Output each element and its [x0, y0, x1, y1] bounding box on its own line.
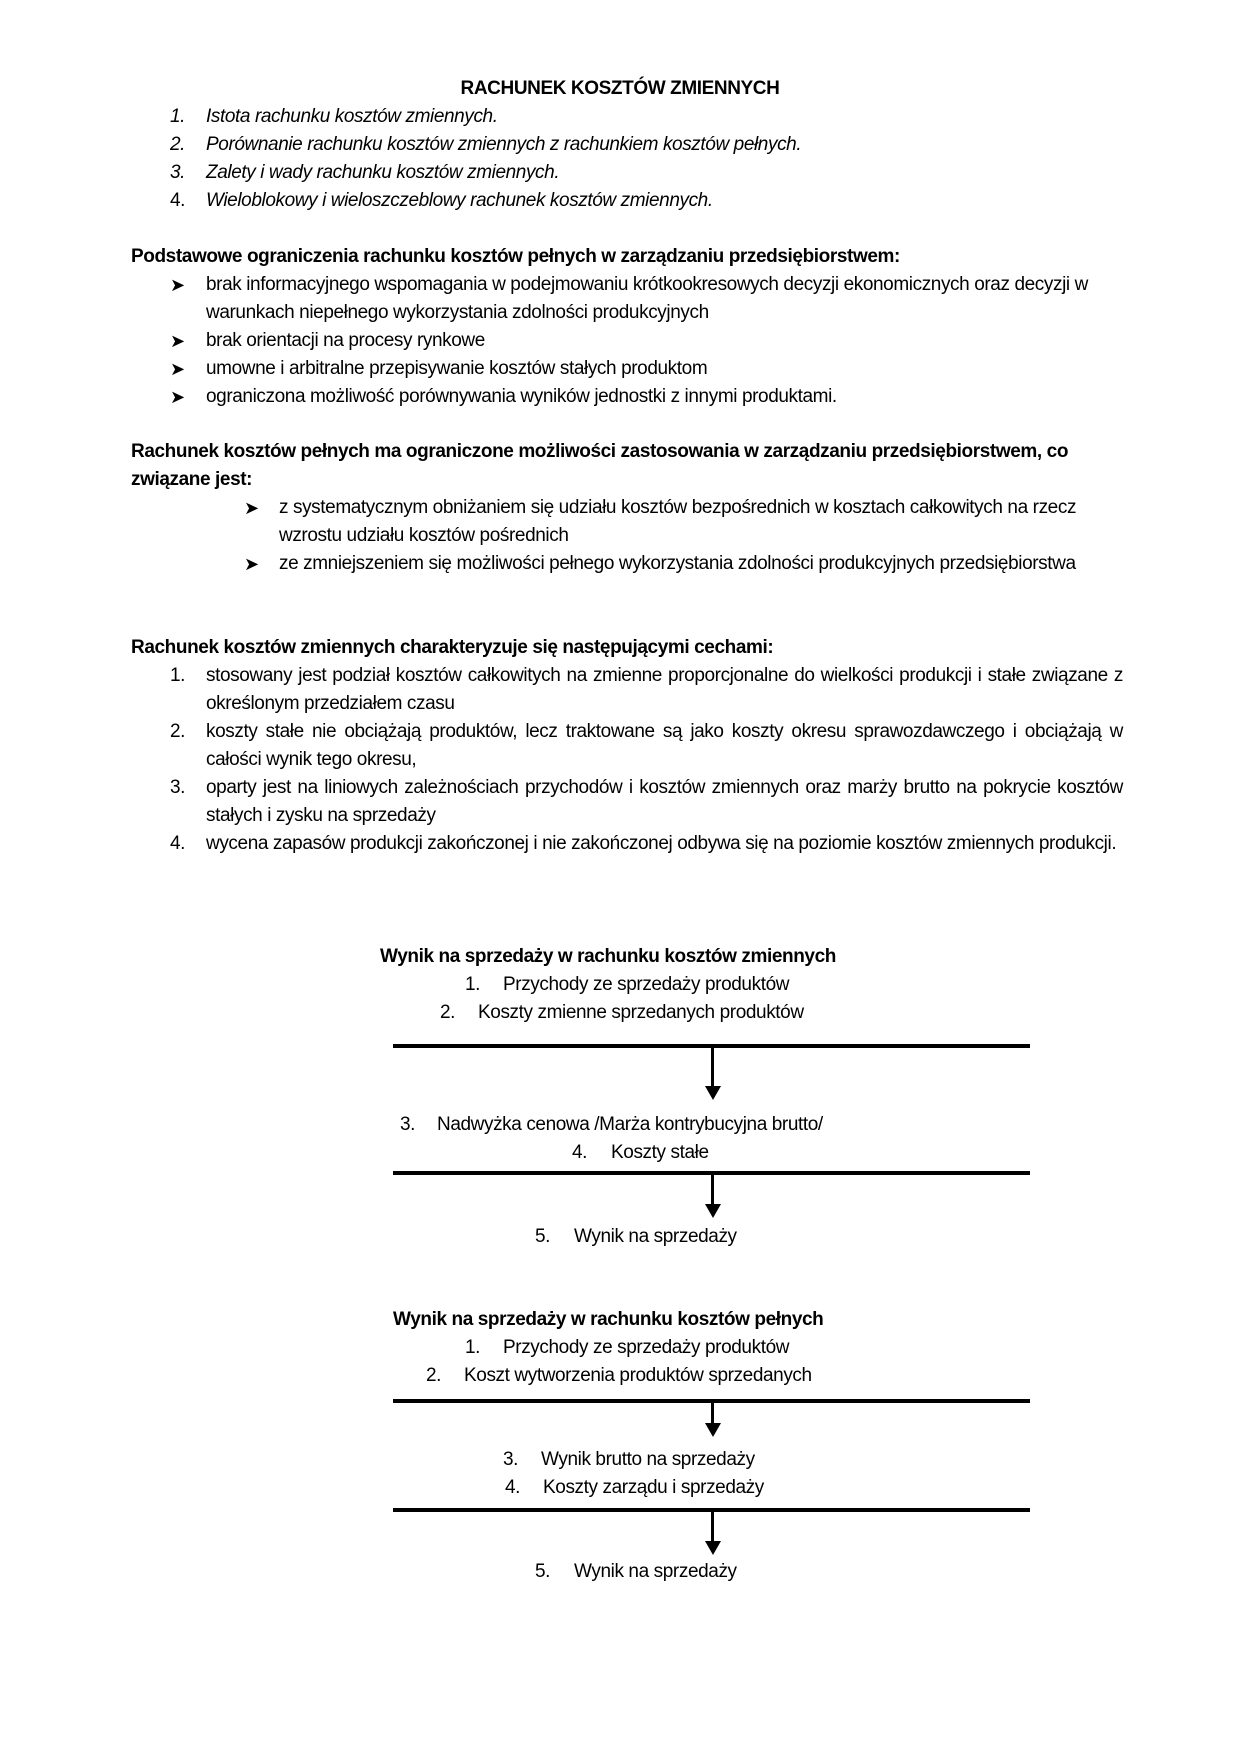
step-text: Koszty zmienne sprzedanych produktów: [478, 1002, 804, 1023]
step-number: 3.: [503, 1449, 519, 1470]
arrow-shaft: [711, 1510, 714, 1542]
arrow-shaft: [711, 1401, 714, 1425]
arrow-down-icon: [705, 1541, 721, 1555]
arrow-bullet-icon: ➤: [244, 498, 259, 518]
step-text: Koszty zarządu i sprzedaży: [543, 1477, 764, 1498]
topic-text: Porównanie rachunku kosztów zmiennych z rachunkiem kosztów pełnych.: [206, 134, 802, 155]
item-text: koszty stałe nie obciążają produktów, lecz traktowane są jako koszty okresu sprawozdawczego i obciążają w całości wynik tego okresu,: [206, 721, 1123, 770]
item-text: oparty jest na liniowych zależnościach przychodów i kosztów zmiennych oraz marży brutto na pokrycie kosztów stałych i zysku na sprzedaży: [206, 777, 1123, 826]
step-number: 2.: [440, 1002, 456, 1023]
section-heading: Podstawowe ograniczenia rachunku kosztów pełnych w zarządzaniu przedsiębiorstwem:: [131, 246, 900, 267]
bullet-text: z systematycznym obniżaniem się udziału kosztów bezpośrednich w kosztach całkowitych na rzecz wzrostu udziału kosztów pośrednich: [279, 497, 1077, 546]
topic-number: 4.: [170, 190, 186, 211]
arrow-bullet-icon: ➤: [170, 387, 185, 407]
step-number: 4.: [572, 1142, 588, 1163]
step-text: Wynik na sprzedaży: [574, 1226, 737, 1247]
step-number: 4.: [505, 1477, 521, 1498]
topic-text: Zalety i wady rachunku kosztów zmiennych.: [206, 162, 560, 183]
bullet-text: umowne i arbitralne przepisywanie kosztów stałych produktom: [206, 358, 708, 379]
arrow-bullet-icon: ➤: [170, 331, 185, 351]
section-heading: Rachunek kosztów zmiennych charakteryzuje się następującymi cechami:: [131, 637, 774, 658]
step-text: Koszt wytworzenia produktów sprzedanych: [464, 1365, 812, 1386]
step-number: 1.: [465, 1337, 481, 1358]
topic-number: 2.: [170, 134, 186, 155]
bullet-text: ze zmniejszeniem się możliwości pełnego wykorzystania zdolności produkcyjnych przedsiębiorstwa: [279, 553, 1076, 574]
flow-heading: Wynik na sprzedaży w rachunku kosztów pełnych: [393, 1309, 824, 1330]
arrow-bullet-icon: ➤: [244, 554, 259, 574]
item-number: 3.: [170, 777, 186, 798]
step-text: Wynik na sprzedaży: [574, 1561, 737, 1582]
item-number: 2.: [170, 721, 186, 742]
arrow-bullet-icon: ➤: [170, 359, 185, 379]
step-text: Wynik brutto na sprzedaży: [541, 1449, 755, 1470]
step-text: Nadwyżka cenowa /Marża kontrybucyjna brutto/: [437, 1114, 823, 1135]
arrow-shaft: [711, 1046, 714, 1088]
step-number: 1.: [465, 974, 481, 995]
document-title: RACHUNEK KOSZTÓW ZMIENNYCH: [460, 78, 780, 99]
step-number: 5.: [535, 1561, 551, 1582]
arrow-bullet-icon: ➤: [170, 275, 185, 295]
item-number: 1.: [170, 665, 186, 686]
step-text: Koszty stałe: [611, 1142, 709, 1163]
item-text: stosowany jest podział kosztów całkowitych na zmienne proporcjonalne do wielkości produkcji i stałe związane z określonym przedziałem czasu: [206, 665, 1123, 714]
item-text: wycena zapasów produkcji zakończonej i nie zakończonej odbywa się na poziomie kosztów zmiennych produkcji.: [206, 833, 1117, 854]
topic-number: 1.: [170, 106, 186, 127]
topic-text: Wieloblokowy i wieloszczeblowy rachunek kosztów zmiennych.: [206, 190, 713, 211]
bullet-text: brak informacyjnego wspomagania w podejmowaniu krótkookresowych decyzji ekonomicznych oraz decyzji w warunkach niepełnego wykorzystania zdolności produkcyjnych: [206, 274, 1088, 323]
topic-text: Istota rachunku kosztów zmiennych.: [206, 106, 498, 127]
step-text: Przychody ze sprzedaży produktów: [503, 974, 790, 995]
arrow-down-icon: [705, 1423, 721, 1437]
topic-number: 3.: [170, 162, 186, 183]
bullet-text: ograniczona możliwość porównywania wyników jednostki z innymi produktami.: [206, 386, 837, 407]
section-heading: Rachunek kosztów pełnych ma ograniczone możliwości zastosowania w zarządzaniu przedsiębiorstwem, co związane jest:: [131, 441, 1069, 490]
arrow-shaft: [711, 1173, 714, 1205]
bullet-text: brak orientacji na procesy rynkowe: [206, 330, 485, 351]
arrow-down-icon: [705, 1204, 721, 1218]
step-number: 5.: [535, 1226, 551, 1247]
arrow-down-icon: [705, 1086, 721, 1100]
step-number: 2.: [426, 1365, 442, 1386]
step-text: Przychody ze sprzedaży produktów: [503, 1337, 790, 1358]
step-number: 3.: [400, 1114, 416, 1135]
flow-heading: Wynik na sprzedaży w rachunku kosztów zmiennych: [380, 946, 836, 967]
item-number: 4.: [170, 833, 186, 854]
